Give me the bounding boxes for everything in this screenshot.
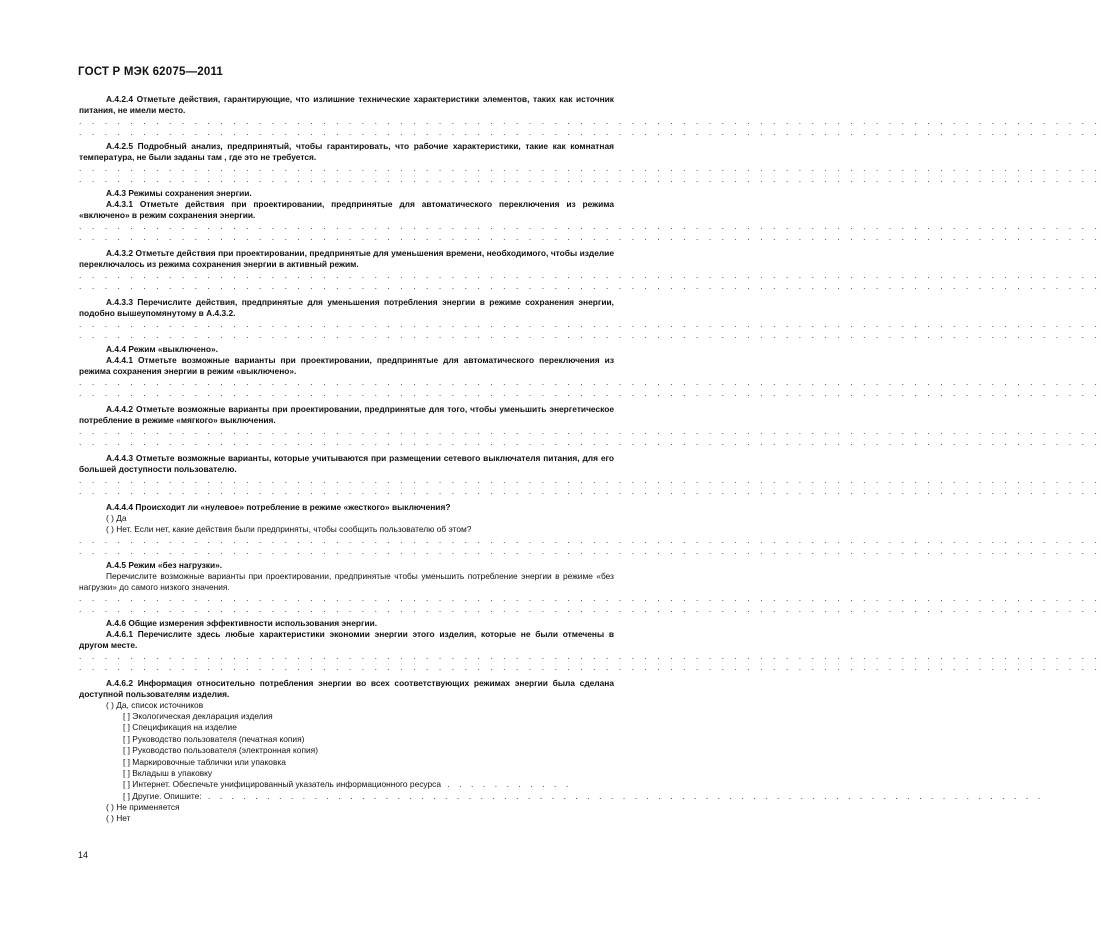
option-no[interactable]: ( ) Нет. Если нет, какие действия были предприняты, чтобы сообщить пользователю об этом? [106,524,472,534]
item-a433: А.4.3.3 Перечислите действия, предпринятые для уменьшения потребления энергии в режиме сохранения энергии, подобно вышеупомянутому в А.4.3.2. [79,297,614,318]
heading-a44: А.4.4 Режим «выключено». [106,344,218,354]
heading-a46: А.4.6 Общие измерения эффективности использования энергии. [106,618,378,628]
item-a443: А.4.4.3 Отметьте возможные варианты, которые учитываются при размещении сетевого выключателя питания, для его большей доступности пользователю. [79,453,614,474]
option-not-applicable[interactable]: ( ) Не применяется [106,802,180,813]
source-checkbox[interactable]: [ ] Вкладыш в упаковку [123,768,213,779]
source-checkbox[interactable]: [ ] Спецификация на изделие [123,722,237,733]
fill-line[interactable]: . . . . . . . . . . . . . . . . . . . . . . . . . . . . . . . . . . . . . . . . . . . . . . . . . . . . . . . . . . . . . . . . . . . . . . . . . . . . . . . . [79,388,1101,398]
fill-line[interactable]: . . . . . . . . . . . . . . . . . . . . . . . . . . . . . . . . . . . . . . . . . . . . . . . . . . . . . . . . . . . . . . . . . . . . . . . . . . . . . . . . [79,651,1101,661]
fill-line[interactable]: . . . . . . . . . . . . . . . . . . . . . . . . . . . . . . . . . . . . . . . . . . . . . . . . . . . . . . . . . . . . . . . . . . . . . . . . . . . . . . . . [79,281,1101,291]
fill-line[interactable]: . . . . . . . . . . . . . . . . . . . . . . . . . . . . . . . . . . . . . . . . . . . . . . . . . . . . . . . . . . . . . . . . . . . . . . . . . . . . . . . . [79,593,1101,603]
source-checkbox[interactable]: [ ] Руководство пользователя (электронная копия) [123,745,318,756]
fill-line[interactable]: . . . . . . . . . . . . . . . . . . . . . . . . . . . . . . . . . . . . . . . . . . . . . . . . . . . . . . . . . . . . . . . . . . . . . . . . . . . . . . . . [79,662,1101,672]
fill-line[interactable]: . . . . . . . . . . . . . . . . . . . . . . . . . . . . . . . . . . . . . . . . . . . . . . . . . . . . . . . . . . . . . . . . . . . . . . . . . . . . . . . . [79,486,1101,496]
fill-line[interactable]: . . . . . . . . . . . . . . . . . . . . . . . . . . . . . . . . . . . . . . . . . . . . . . . . . . . . . . . . . . . . . . . . . . . . . . . . . . . . . . . . [79,319,1101,329]
heading-a45: А.4.5 Режим «без нагрузки». [106,560,223,570]
fill-line[interactable]: . . . . . . . . . . . . . . . . . . . . . . . . . . . . . . . . . . . . . . . . . . . . . . . . . . . . . . . . . . . . . . . . . . . . . . . . . . . . . . . . [79,232,1101,242]
option-yes[interactable]: ( ) Да [106,513,127,523]
fill-line[interactable]: . . . . . . . . . . . . . . . . . . . . . . . . . . . . . . . . . . . . . . . . . . . . . . . . . . . . . . . . . . . . . . . . . . . . . . . . . . . . . . . . [79,535,1101,545]
page-number: 14 [78,850,89,860]
heading-a43: А.4.3 Режимы сохранения энергии. [106,188,252,198]
fill-line[interactable]: . . . . . . . . . . . . . . . . . . . . . . . . . . . . . . . . . . . . . . . . . . . . . . . . . . . . . . . . . . . . . . . . . . . . . . . . . . . . . . . . [79,127,1101,137]
source-checkbox[interactable]: [ ] Экологическая декларация изделия [123,711,273,721]
item-a442: А.4.4.2 Отметьте возможные варианты при проектировании, предпринятые для того, чтобы уменьшить энергетическое потребление в режиме «мягкого» выключения. [79,404,614,425]
source-other-row[interactable] [123,790,1044,802]
item-a432: А.4.3.2 Отметьте действия при проектировании, предпринятые для уменьшения времени, необходимого, чтобы изделие переключалось из режима сохранения энергии в активный режим. [79,248,614,269]
item-a462: А.4.6.2 Информация относительно потребления энергии во всех соответствующих режимах энергии была сделана доступной пользователям изделия. [79,678,614,699]
fill-line[interactable]: . . . . . . . . . . . . . . . . . . . . . . . . . . . . . . . . . . . . . . . . . . . . . . . . . . . . . . . . . . . . . . . . . . . . . . . . . . . . . . . . [79,377,1101,387]
item-a441: А.4.4.1 Отметьте возможные варианты при проектировании, предпринятые для автоматического переключения из режима сохранения энергии в режим «выключено». [79,355,614,376]
fill-line[interactable]: . . . . . . . . . . . . . . . . . . . . . . . . . . . . . . . . . . . . . . . . . . . . . . . . . . . . . . . . . . . . . . . . . . . . . . . . . . . . . . . . [79,221,1101,231]
option-no[interactable]: ( ) Нет [106,813,131,824]
fill-line[interactable]: . . . . . . . . . . . . . . . . . . . . . . . . . . . . . . . . . . . . . . . . . . . . . . . . . . . . . . . . . . . . . . . . . . . . . . . . . . . . . . . . [79,546,1101,556]
fill-line[interactable]: . . . . . . . . . . . . . . . . . . . . . . . . . . . . . . . . . . . . . . . . . . . . . . . . . . . . . . . . . . . . . . . . . . . . . . . . . . . . . . . . [79,270,1101,280]
item-a461: А.4.6.1 Перечислите здесь любые характеристики экономии энергии этого изделия, которые не были отмечены в другом месте. [79,629,614,650]
fill-leader[interactable]: . . . . . . . . . . . . . . . . . . . . . . . . . . . . . . . . . . . . . . . . . . . . . . . . . . . . . . . . . . . . . . . . . . . . . . . [207,790,1044,801]
source-checkbox[interactable]: [ ] Интернет. Обеспечьте унифицированный указатель информационного ресурса [123,779,442,790]
source-internet-row[interactable] [123,779,614,790]
fill-leader[interactable]: . . . . . . . . . . . [447,779,572,790]
item-a431: А.4.3.1 Отметьте действия при проектировании, предпринятые для автоматического переключения из режима «включено» в режим сохранения энергии. [79,199,614,220]
option-yes-sources[interactable]: ( ) Да, список источников [106,700,204,710]
fill-line[interactable]: . . . . . . . . . . . . . . . . . . . . . . . . . . . . . . . . . . . . . . . . . . . . . . . . . . . . . . . . . . . . . . . . . . . . . . . . . . . . . . . . [79,163,1101,173]
fill-line[interactable]: . . . . . . . . . . . . . . . . . . . . . . . . . . . . . . . . . . . . . . . . . . . . . . . . . . . . . . . . . . . . . . . . . . . . . . . . . . . . . . . . [79,426,1101,436]
source-checkbox[interactable]: [ ] Руководство пользователя (печатная копия) [123,733,305,744]
fill-line[interactable]: . . . . . . . . . . . . . . . . . . . . . . . . . . . . . . . . . . . . . . . . . . . . . . . . . . . . . . . . . . . . . . . . . . . . . . . . . . . . . . . . [79,437,1101,447]
document-body [79,94,1101,824]
item-a45-text: Перечислите возможные варианты при проектировании, предпринятые чтобы уменьшить потребление энергии в режиме «без нагрузки» до самого низкого значения. [79,571,614,592]
fill-line[interactable]: . . . . . . . . . . . . . . . . . . . . . . . . . . . . . . . . . . . . . . . . . . . . . . . . . . . . . . . . . . . . . . . . . . . . . . . . . . . . . . . . [79,475,1101,485]
item-a425: А.4.2.5 Подробный анализ, предпринятый, чтобы гарантировать, что рабочие характеристики, такие как комнатная температура, не были заданы там , где это не требуется. [79,141,614,162]
item-a424: А.4.2.4 Отметьте действия, гарантирующие, что излишние технические характеристики элементов, таких как источник питания, не имели место. [79,94,614,115]
fill-line[interactable]: . . . . . . . . . . . . . . . . . . . . . . . . . . . . . . . . . . . . . . . . . . . . . . . . . . . . . . . . . . . . . . . . . . . . . . . . . . . . . . . . [79,116,1101,126]
fill-line[interactable]: . . . . . . . . . . . . . . . . . . . . . . . . . . . . . . . . . . . . . . . . . . . . . . . . . . . . . . . . . . . . . . . . . . . . . . . . . . . . . . . . [79,604,1101,614]
fill-line[interactable]: . . . . . . . . . . . . . . . . . . . . . . . . . . . . . . . . . . . . . . . . . . . . . . . . . . . . . . . . . . . . . . . . . . . . . . . . . . . . . . . . [79,330,1101,340]
page-header-title: ГОСТ Р МЭК 62075—2011 [78,66,224,78]
source-checkbox[interactable]: [ ] Другие. Опишите: [123,790,202,801]
item-a444: А.4.4.4 Происходит ли «нулевое» потребление в режиме «жесткого» выключения? [106,502,451,512]
fill-line[interactable]: . . . . . . . . . . . . . . . . . . . . . . . . . . . . . . . . . . . . . . . . . . . . . . . . . . . . . . . . . . . . . . . . . . . . . . . . . . . . . . . . [79,174,1101,184]
source-checkbox[interactable]: [ ] Маркировочные таблички или упаковка [123,756,286,767]
